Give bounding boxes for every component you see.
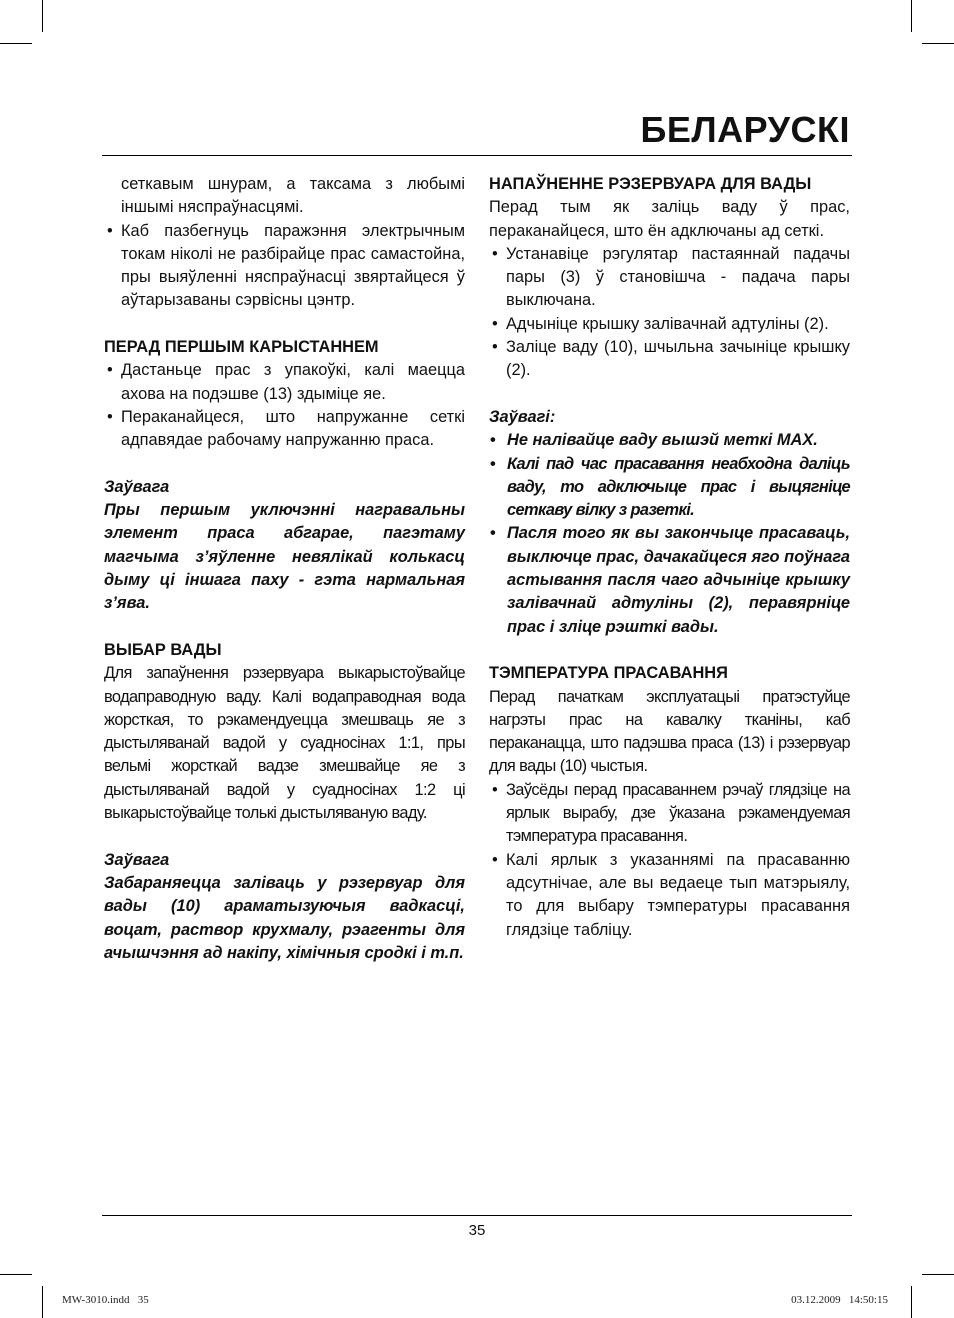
bullet-icon: • [492, 850, 498, 869]
list-item [489, 522, 850, 638]
bullet-text: Не налівайце ваду вышэй меткі MAX. [507, 431, 818, 450]
intro-continuation: сеткавым шнурам, а таксама з любымі іншымі няспраўнасцямі. [121, 175, 465, 217]
bullet-icon: • [492, 244, 498, 263]
crop-mark [911, 1286, 912, 1318]
crop-mark [922, 43, 954, 44]
header-rule [102, 155, 852, 156]
bullet-icon: • [492, 780, 498, 799]
page-title: БЕЛАРУСКІ [640, 109, 850, 150]
page-number: 35 [468, 1222, 486, 1239]
bullet-text: Адчыніце крышку залівачнай адтуліны (2). [506, 314, 829, 333]
section-text: Перад пачаткам эксплуатацыі пратэстуйце нагрэты прас на кавалку тканіны, каб пераканацца, што падэшва праса (13) і рэзервуар для вады (10) чыстыя. [489, 687, 850, 776]
bullet-icon: • [490, 454, 496, 473]
section-heading-water: ВЫБАР ВАДЫ [104, 640, 222, 659]
section-text: Перад тым як заліць ваду ў прас, пераканайцеся, што ён адключаны ад сеткі. [489, 198, 850, 240]
list-item [489, 779, 850, 849]
file-info: MW-3010.indd 35 [62, 1294, 149, 1306]
bullet-text: Пасля того як вы закончыце прасаваць, выключце прас, дачакайцеся яго поўнага астывання пасля чаго адчыніце крышку залівачнай адтуліны (2), перавярніце прас і зліце рэшткі вады. [507, 524, 850, 636]
crop-mark [42, 1286, 43, 1318]
list-item [489, 336, 850, 383]
bullet-text: Пераканайцеся, што напружанне сеткі адпавядае рабочаму напружанню праса. [121, 407, 465, 450]
crop-mark [0, 1274, 32, 1275]
list-item [104, 406, 465, 453]
right-column [489, 173, 850, 942]
crop-mark [0, 43, 32, 44]
list-item [489, 849, 850, 942]
footer-rule [102, 1215, 852, 1216]
bullet-icon: • [492, 338, 498, 357]
bullet-text: Заўсёды перад прасаваннем рэчаў глядзіце на ярлык вырабу, дзе ўказана рэкамендуемая тэмпература прасавання. [506, 780, 850, 846]
note-text: Пры першым уключэнні награвальны элемент праса абгарае, пагэтаму магчыма з’яўленне невялікай колькасц дыму ці іншага паху - гэта нармальная з’ява. [104, 501, 465, 613]
section-heading-filling: НАПАЎНЕННЕ РЭЗЕРВУАРА ДЛЯ ВАДЫ [489, 175, 812, 193]
crop-mark [911, 0, 912, 32]
crop-mark [42, 0, 43, 32]
list-item [104, 359, 465, 406]
bullet-text: Калі ярлык з указаннямі па прасаванню адсутнічае, але вы ведаеце тып матэрыялу, то для выбару тэмпературы прасавання глядзіце табліцу. [506, 850, 850, 939]
list-item [104, 220, 465, 313]
list-item [489, 243, 850, 313]
bullet-text: Устанавіце рэгулятар пастаяннай падачы пары (3) ў становішча - падача пары выключана. [506, 244, 850, 310]
notes-heading: Заўвагі: [489, 407, 556, 426]
section-heading-first-use: ПЕРАД ПЕРШЫМ КАРЫСТАННЕМ [104, 338, 379, 357]
list-item [489, 429, 850, 452]
note-text: Забараняецца заліваць у рэзервуар для вады (10) араматызуючыя вадкасці, воцат, раствор крухмалу, рэагенты для ачышчэння ад накіпу, хімічныя сродкі і т.п. [104, 873, 465, 962]
print-timestamp: 03.12.2009 14:50:15 [791, 1294, 888, 1306]
bullet-text: Калі пад час прасавання неабходна даліць ваду, то адключыце прас і выцягніце сеткаву вілку з разеткі. [507, 454, 850, 520]
bullet-text: Каб пазбегнуць паражэння электрычным токам ніколі не разбірайце прас самастойна, пры выяўленні няспраўнасці звяртайцеся ў аўтарызаваны сэрвісны цэнтр. [121, 221, 465, 310]
bullet-icon: • [107, 361, 113, 380]
bullet-icon: • [492, 314, 498, 333]
note-heading: Заўвага [104, 477, 170, 496]
list-item [489, 453, 850, 523]
list-item [489, 313, 850, 336]
bullet-text: Дастаньце прас з упакоўкі, калі маецца ахова на подэшве (13) здыміце яе. [121, 361, 465, 403]
bullet-icon: • [107, 221, 113, 240]
note-heading: Заўвага [104, 850, 170, 869]
bullet-text: Заліце ваду (10), шчыльна зачыніце крышку (2). [506, 338, 850, 380]
section-heading-temperature: ТЭМПЕРАТУРА ПРАСАВАННЯ [489, 664, 728, 683]
bullet-icon: • [490, 431, 496, 450]
bullet-icon: • [107, 407, 113, 426]
left-column [104, 173, 465, 965]
section-text: Для запаўнення рэзервуара выкарыстоўвайце водаправодную ваду. Калі водаправодная вода жорсткая, то рэкамендуецца змешваць яе з дыстыляванай вадой у суадносінах 1:1, пры вельмі жорсткай вадзе змешвайце яе з дыстыляванай вадой у суадносінах 1:2 ці выкарыстоўвайце толькі дыстыляваную ваду. [104, 664, 465, 823]
crop-mark [922, 1274, 954, 1275]
bullet-icon: • [490, 524, 496, 543]
